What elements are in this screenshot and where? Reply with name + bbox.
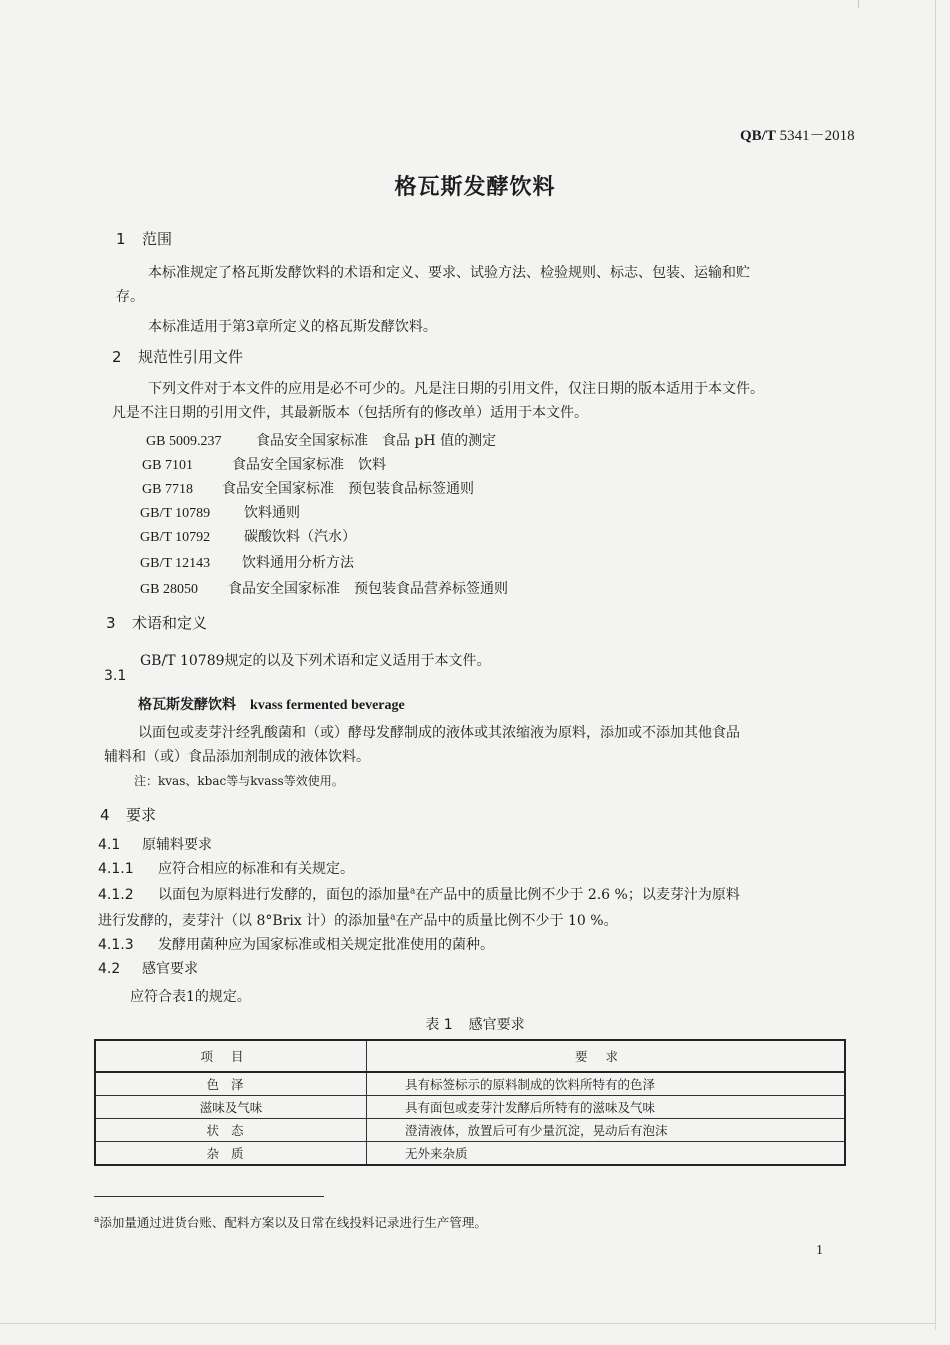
footnote-divider — [94, 1196, 324, 1197]
clause-line: 4.1.2 以面包为原料进行发酵的，面包的添加量$^a$在产品中的质量比例不少于 2.6 %；以麦芽汁为原料 — [98, 886, 740, 903]
table-cell-requirement: 具有面包或麦芽汁发酵后所特有的滋味及气味 — [367, 1096, 846, 1119]
section-heading: 4 要求 — [100, 806, 157, 824]
paragraph-line: 以面包或麦芽汁经乳酸菌和（或）酵母发酵制成的液体或其浓缩液为原料，添加或不添加其他食品 — [138, 725, 740, 741]
table-row — [95, 1096, 845, 1119]
reference-item: GB 7718 食品安全国家标准 预包装食品标签通则 — [142, 481, 474, 497]
paragraph: GB/T 10789规定的以及下列术语和定义适用于本文件。 — [140, 653, 491, 669]
subsection-number: 3.1 — [104, 668, 127, 684]
table-cell-item: 滋味及气味 — [95, 1096, 367, 1119]
paragraph: 应符合表1的规定。 — [130, 989, 251, 1005]
standard-code: QB/T 5341－2018 — [740, 128, 855, 144]
table-row — [95, 1119, 845, 1142]
term-entry: 格瓦斯发酵饮料 kvass fermented beverage — [138, 697, 405, 713]
table-header-cell: 要求 — [367, 1040, 846, 1072]
table-cell-requirement: 无外来杂质 — [367, 1142, 846, 1166]
table-cell-requirement: 澄清液体，放置后可有少量沉淀，晃动后有泡沫 — [367, 1119, 846, 1142]
clause: 4.1.3 发酵用菌种应为国家标准或相关规定批准使用的菌种。 — [98, 937, 494, 953]
footnote-ref: a — [390, 912, 396, 923]
page-number: 1 — [816, 1243, 823, 1258]
subsection-heading: 4.2 感官要求 — [98, 961, 198, 977]
document-title: 格瓦斯发酵饮料 — [394, 175, 556, 200]
paragraph-line: 本标准规定了格瓦斯发酵饮料的术语和定义、要求、试验方法、检验规则、标志、包装、运输和贮 — [148, 265, 750, 281]
paragraph-line: 辅料和（或）食品添加剂制成的液体饮料。 — [104, 749, 370, 765]
clause: 4.1.1 应符合相应的标准和有关规定。 — [98, 861, 354, 877]
reference-item: GB/T 12143 饮料通用分析方法 — [140, 555, 354, 571]
table-row — [95, 1142, 845, 1166]
table-row — [95, 1072, 845, 1096]
reference-item: GB 5009.237 食品安全国家标准 食品 pH 值的测定 — [146, 433, 497, 449]
page-edge — [0, 1323, 936, 1324]
reference-item: GB/T 10789 饮料通则 — [140, 505, 300, 521]
section-heading: 1 范围 — [116, 230, 173, 248]
paragraph-line: 存。 — [116, 289, 144, 305]
table-cell-item: 色泽 — [95, 1072, 367, 1096]
paragraph-line: 凡是不注日期的引用文件，其最新版本（包括所有的修改单）适用于本文件。 — [112, 405, 588, 421]
table-cell-item: 杂质 — [95, 1142, 367, 1166]
paragraph-line: 下列文件对于本文件的应用是必不可少的。凡是注日期的引用文件，仅注日期的版本适用于本文件。 — [148, 381, 764, 397]
page-edge — [858, 0, 859, 8]
paragraph: 本标准适用于第3章所定义的格瓦斯发酵饮料。 — [148, 319, 437, 335]
reference-item: GB 28050 食品安全国家标准 预包装食品营养标签通则 — [140, 581, 508, 597]
table-header-row — [95, 1040, 845, 1072]
note: 注：kvas、kbac等与kvass等效使用。 — [134, 774, 344, 788]
reference-item: GB 7101 食品安全国家标准 饮料 — [142, 457, 386, 473]
section-heading: 3 术语和定义 — [106, 614, 208, 632]
footnote: $^a$添加量通过进货台账、配料方案以及日常在线投料记录进行生产管理。 — [94, 1214, 487, 1230]
table-cell-requirement: 具有标签标示的原料制成的饮料所特有的色泽 — [367, 1072, 846, 1096]
clause-line: 进行发酵的，麦芽汁（以 8°Brix 计）的添加量$^a$在产品中的质量比例不少于 10 %。 — [98, 912, 618, 929]
table-header-cell: 项目 — [95, 1040, 367, 1072]
reference-item: GB/T 10792 碳酸饮料（汽水） — [140, 529, 356, 545]
section-heading: 2 规范性引用文件 — [112, 348, 244, 366]
table-cell-item: 状态 — [95, 1119, 367, 1142]
sensory-requirements-table — [94, 1039, 846, 1166]
subsection-heading: 4.1 原辅料要求 — [98, 837, 212, 853]
table-caption: 表 1 感官要求 — [425, 1017, 525, 1033]
